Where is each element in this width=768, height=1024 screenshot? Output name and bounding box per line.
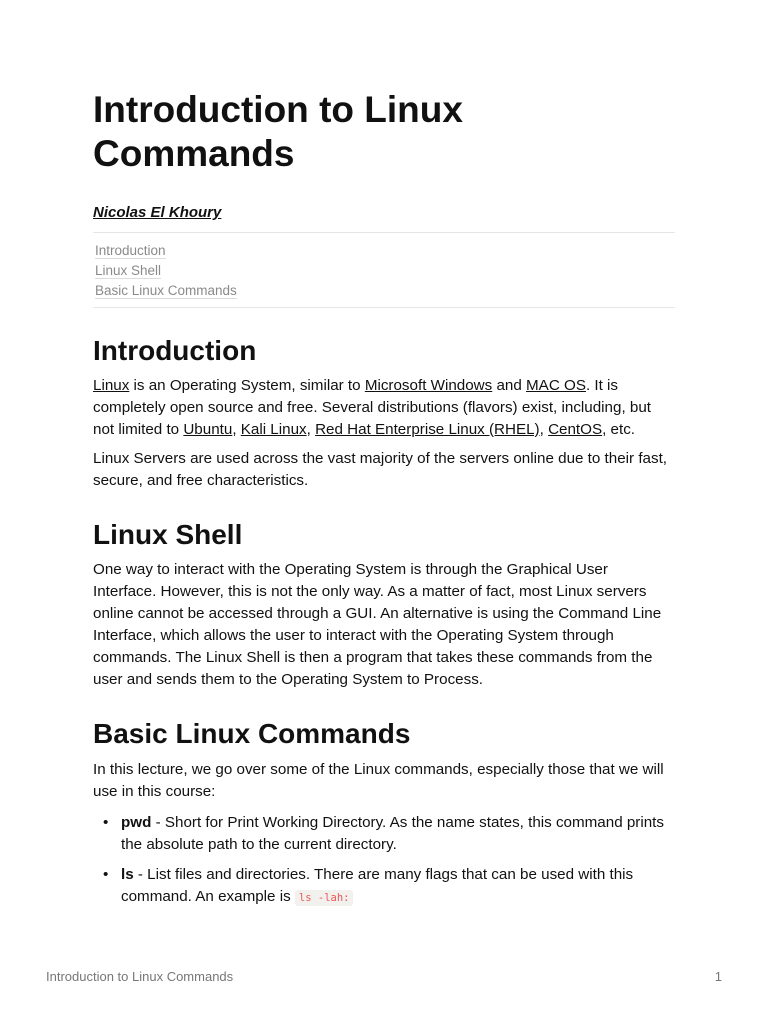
intro-paragraph-2: Linux Servers are used across the vast majority of the servers online due to their fast, secure, and free characteristics. (93, 450, 668, 489)
link-centos[interactable]: CentOS (548, 421, 603, 438)
text-span: , (539, 421, 549, 438)
command-description: - List files and directories. There are many flags that can be used with this command. An example is (121, 866, 634, 905)
link-linux[interactable]: Linux (93, 377, 130, 394)
toc-link-introduction[interactable] (95, 241, 675, 261)
text-span: is an Operating System, similar to (129, 377, 365, 394)
command-name: ls (121, 866, 134, 883)
toc-link-label: Introduction (95, 243, 166, 258)
page-footer (46, 969, 722, 984)
section-heading-basic-linux-commands: Basic Linux Commands (93, 718, 411, 749)
command-name: pwd (121, 814, 152, 831)
section-heading-linux-shell: Linux Shell (93, 519, 243, 550)
link-kali-linux[interactable]: Kali Linux (240, 421, 307, 438)
shell-paragraph: One way to interact with the Operating System is through the Graphical User Interface. However, this is not the only way. As a matter of fact, most Linux servers online cannot be accessed through a GUI. An alternative is using the Command Line Interface, which allows the user to interact with the Operating System through commands. The Linux Shell is then a program that takes these commands from the user and sends them to the Operating System to Process. (93, 561, 662, 688)
page-title: Introduction to Linux Commands (93, 89, 463, 174)
intro-paragraph (93, 375, 675, 441)
bullet-icon: • (103, 814, 109, 831)
link-mac-os[interactable]: MAC OS (526, 377, 586, 394)
commands-intro-paragraph: In this lecture, we go over some of the Linux commands, especially those that we will use in this course: (93, 761, 664, 800)
command-description: - Short for Print Working Directory. As the name states, this command prints the absolute path to the current directory. (121, 814, 664, 853)
link-microsoft-windows[interactable]: Microsoft Windows (364, 377, 493, 394)
toc-link-label: Basic Linux Commands (95, 283, 237, 298)
toc-link-linux-shell[interactable] (95, 261, 675, 281)
page-number: 1 (714, 969, 722, 984)
text-span: . It is completely open source and free. Several distributions (flavors) exist, including, but not limited to (93, 377, 651, 438)
footer-title: Introduction to Linux Commands (46, 969, 234, 984)
bullet-icon: • (103, 866, 109, 883)
text-span: and (492, 377, 527, 394)
author-link[interactable]: Nicolas El Khoury (93, 204, 222, 221)
table-of-contents (93, 232, 675, 308)
text-span: , (232, 421, 241, 438)
toc-link-label: Linux Shell (95, 263, 162, 278)
section-heading-introduction: Introduction (93, 335, 257, 366)
toc-link-basic-linux-commands[interactable] (95, 281, 675, 301)
commands-list (93, 812, 675, 917)
list-item (93, 864, 675, 909)
inline-code: ls -lah: (295, 890, 354, 906)
link-rhel[interactable]: Red Hat Enterprise Linux (RHEL) (315, 421, 540, 438)
text-span: , (306, 421, 316, 438)
link-ubuntu[interactable]: Ubuntu (183, 421, 233, 438)
list-item (93, 812, 675, 856)
text-span: , etc. (602, 421, 636, 438)
